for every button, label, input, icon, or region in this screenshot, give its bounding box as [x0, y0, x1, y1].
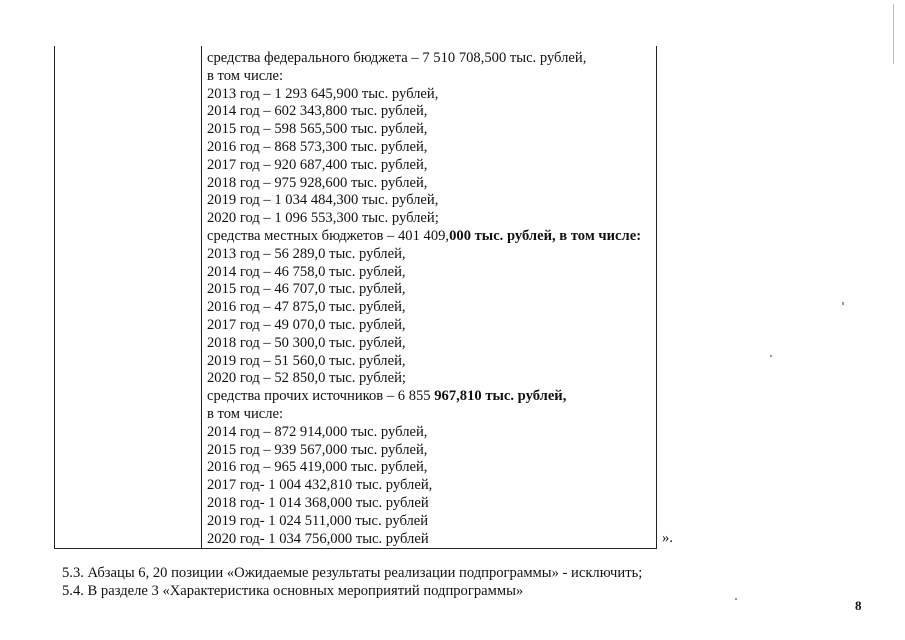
- table-line: [207, 513, 657, 531]
- table-line: [207, 264, 657, 282]
- paragraph-5-3: 5.3. Абзацы 6, 20 позиции «Ожидаемые результаты реализации подпрограммы» - исключить;: [62, 565, 643, 581]
- scan-mark: [735, 598, 737, 600]
- table-line: [207, 317, 657, 335]
- table-line: [207, 246, 657, 264]
- line-text: 2016 год – 868 573,300 тыс. рублей,: [207, 138, 428, 155]
- table-line: [207, 370, 657, 388]
- line-text: 2018 год – 975 928,600 тыс. рублей,: [207, 174, 428, 191]
- table-line: [207, 388, 657, 406]
- table-line: [207, 121, 657, 139]
- scan-mark: [842, 302, 844, 305]
- line-text: 2015 год – 598 565,500 тыс. рублей,: [207, 121, 428, 138]
- line-text-bold: 967,810 тыс. рублей,: [434, 388, 567, 405]
- line-text: 2013 год – 1 293 645,900 тыс. рублей,: [207, 85, 439, 102]
- line-text: 2020 год- 1 034 756,000 тыс. рублей: [207, 530, 429, 547]
- scan-mark: [770, 355, 772, 357]
- line-text-bold: 000 тыс. рублей, в том числе:: [449, 227, 642, 244]
- closing-quote: ».: [662, 530, 673, 546]
- table-line: [207, 477, 657, 495]
- scan-mark: [893, 4, 894, 64]
- table-line: [207, 157, 657, 175]
- table-line: [207, 228, 657, 246]
- line-text: 2014 год – 46 758,0 тыс. рублей,: [207, 263, 406, 280]
- table-line: [207, 424, 657, 442]
- table-line: [207, 459, 657, 477]
- table-line: [207, 86, 657, 104]
- table-line: [207, 531, 657, 549]
- page-number: 8: [855, 598, 862, 613]
- line-text: 2020 год – 1 096 553,300 тыс. рублей;: [207, 210, 439, 227]
- line-text: 2015 год – 939 567,000 тыс. рублей,: [207, 441, 428, 458]
- line-text: в том числе:: [207, 405, 284, 422]
- line-text: 2018 год- 1 014 368,000 тыс. рублей: [207, 494, 429, 511]
- table-line: [207, 68, 657, 86]
- line-text: 2014 год – 872 914,000 тыс. рублей,: [207, 423, 428, 440]
- line-text: 2018 год – 50 300,0 тыс. рублей,: [207, 334, 406, 351]
- line-text: средства прочих источников – 6 855: [207, 388, 435, 405]
- table-column-divider: [201, 46, 202, 549]
- table-line: [207, 175, 657, 193]
- table-line: [207, 139, 657, 157]
- table-line: [207, 103, 657, 121]
- paragraph-5-4: 5.4. В разделе 3 «Характеристика основных мероприятий подпрограммы»: [62, 583, 524, 599]
- line-text: 2020 год – 52 850,0 тыс. рублей;: [207, 370, 406, 387]
- table-line: [207, 192, 657, 210]
- line-text: в том числе:: [207, 67, 284, 84]
- line-text: 2017 год – 49 070,0 тыс. рублей,: [207, 316, 406, 333]
- line-text: 2019 год – 1 034 484,300 тыс. рублей,: [207, 192, 439, 209]
- line-text: 2017 год – 920 687,400 тыс. рублей,: [207, 156, 428, 173]
- table-line: [207, 353, 657, 371]
- table-line: [207, 281, 657, 299]
- funding-details: [207, 50, 657, 548]
- line-text: 2013 год – 56 289,0 тыс. рублей,: [207, 245, 406, 262]
- line-text: 2015 год – 46 707,0 тыс. рублей,: [207, 281, 406, 298]
- table-line: [207, 335, 657, 353]
- line-text: 2016 год – 965 419,000 тыс. рублей,: [207, 459, 428, 476]
- line-text: 2019 год – 51 560,0 тыс. рублей,: [207, 352, 406, 369]
- line-text: 2019 год- 1 024 511,000 тыс. рублей: [207, 512, 429, 529]
- table-line: [207, 442, 657, 460]
- table-line: [207, 299, 657, 317]
- table-line: [207, 50, 657, 68]
- table-line: [207, 495, 657, 513]
- line-text: средства местных бюджетов – 401 409,: [207, 227, 450, 244]
- table-line: [207, 210, 657, 228]
- line-text: 2017 год- 1 004 432,810 тыс. рублей,: [207, 477, 433, 494]
- line-text: 2014 год – 602 343,800 тыс. рублей,: [207, 103, 428, 120]
- line-text: 2016 год – 47 875,0 тыс. рублей,: [207, 299, 406, 316]
- line-text: средства федерального бюджета – 7 510 708,500 тыс. рублей,: [207, 50, 587, 66]
- table-line: [207, 406, 657, 424]
- table-left-border: [54, 46, 55, 549]
